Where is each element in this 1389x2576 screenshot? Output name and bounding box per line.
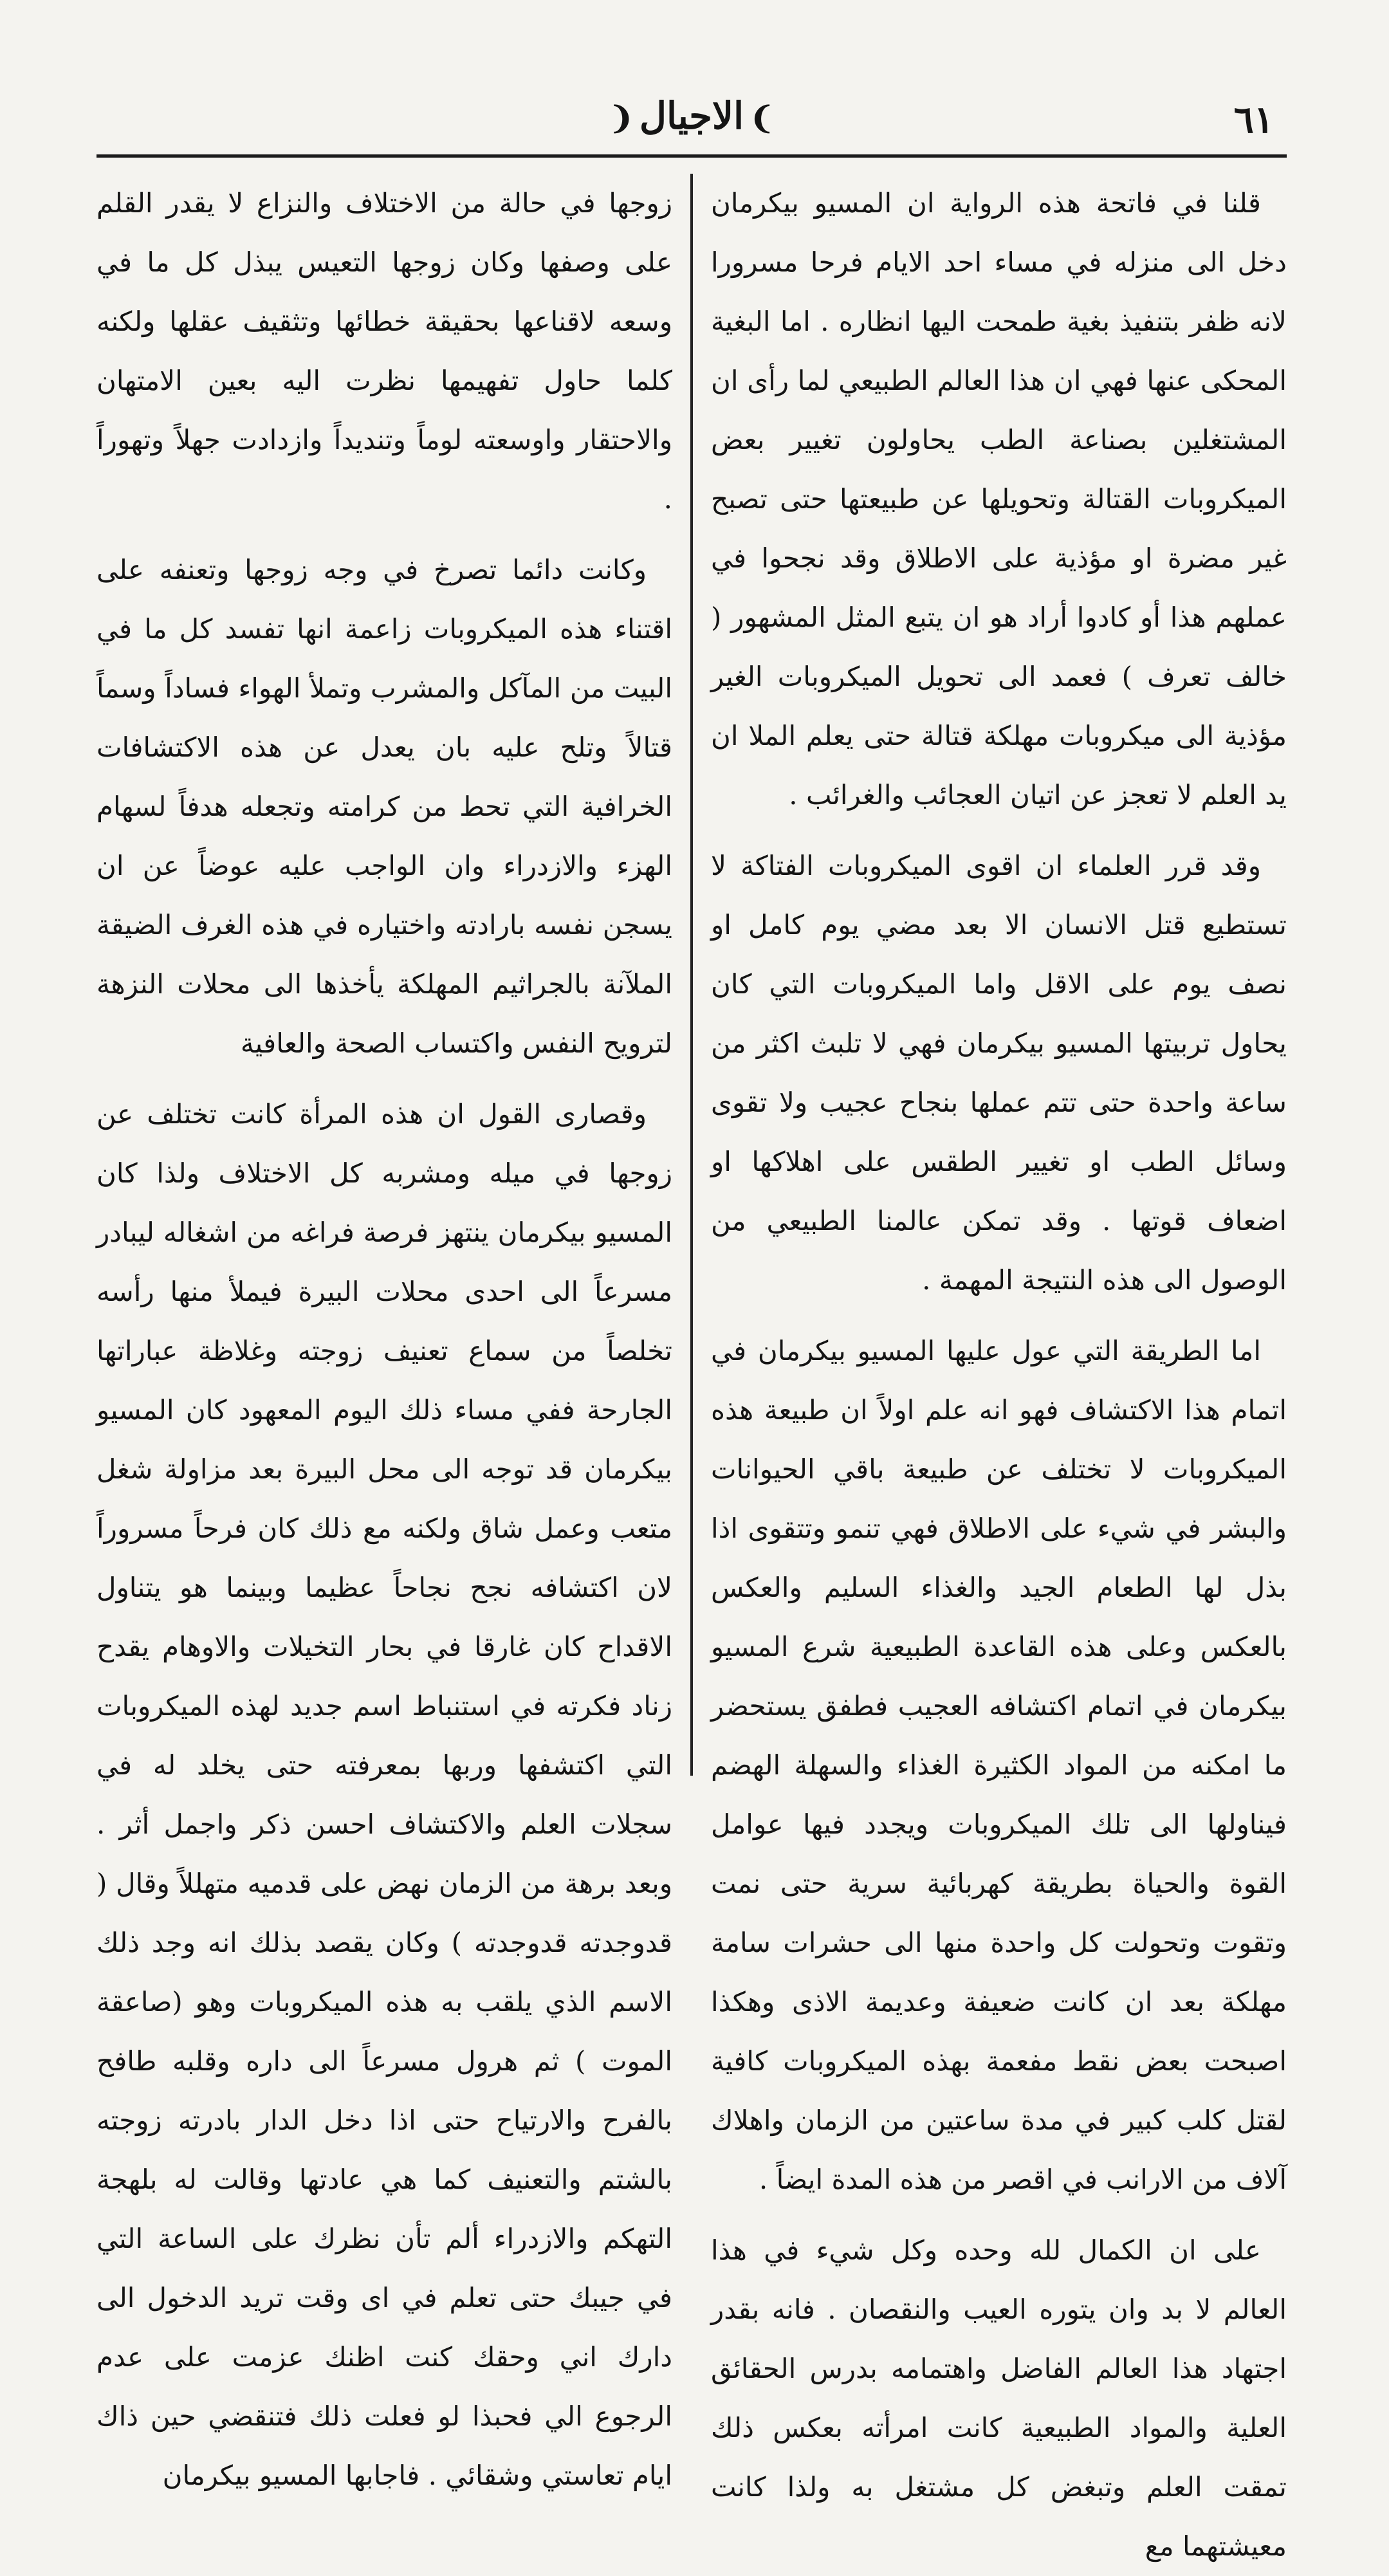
page-number: ٦١ — [1233, 98, 1274, 142]
paragraph: وقد قرر العلماء ان اقوى الميكروبات الفتاكة لا تستطيع قتل الانسان الا بعد مضي يوم كامل او نصف يوم على الاقل واما الميكروبات التي كان يحاول تربيتها المسيو بيكرمان فهي لا تلبث اكثر من ساعة واحدة حتى تتم عملها بنجاح عجيب ولا تقوى وسائل الطب او تغيير الطقس على اهلاكها او اضعاف قوتها . وقد تمكن عالمنا الطبيعي من الوصول الى هذه النتيجة المهمة . — [711, 850, 1287, 1296]
right-column — [711, 174, 1287, 2562]
page-header — [97, 84, 1287, 158]
running-title — [97, 94, 1287, 138]
paragraph: وكانت دائما تصرخ في وجه زوجها وتعنفه على اقتناء هذه الميكروبات زاعمة انها تفسد كل ما في البيت من المآكل والمشرب وتملأ الهواء فساداً وسماً قتالاً وتلح عليه بان يعدل عن هذه الاكتشافات الخرافية التي تحط من كرامته وتجعله هدفاً لسهام الهزء والازدراء وان الواجب عليه عوضاً عن ان يسجن نفسه بارادته واختياره في هذه الغرف الضيقة الملآنة بالجراثيم المهلكة يأخذها الى محلات النزهة لترويح النفس واكتساب الصحة والعافية — [97, 554, 672, 1059]
paragraph: زوجها في حالة من الاختلاف والنزاع لا يقدر القلم على وصفها وكان زوجها التعيس يبذل كل ما في وسعه لاقناعها بحقيقة خطائها وتثقيف عقلها ولكنه كلما حاول تفهيمها نظرت اليه بعين الامتهان والاحتقار واوسعته لوماً وتنديداً وازدادت جهلاً وتهوراً . — [97, 187, 672, 515]
title-ornament-left: ❨ — [608, 100, 634, 136]
column-divider — [690, 174, 693, 1776]
paragraph: اما الطريقة التي عول عليها المسيو بيكرمان في اتمام هذا الاكتشاف فهو انه علم اولاً ان طبيعة هذه الميكروبات لا تختلف عن طبيعة باقي الحيوانات والبشر في شيء على الاطلاق فهي تنمو وتتقوى اذا بذل لها الطعام الجيد والغذاء السليم والعكس بالعكس وعلى هذه القاعدة الطبيعية شرع المسيو بيكرمان في اتمام اكتشافه العجيب فطفق يستحضر ما امكنه من المواد الكثيرة الغذاء والسهلة الهضم فيناولها الى تلك الميكروبات ويجدد فيها عوامل القوة والحياة بطريقة كهربائية سرية حتى نمت وتقوت وتحولت كل واحدة منها الى حشرات سامة مهلكة بعد ان كانت ضعيفة وعديمة الاذى وهكذا اصبحت بعض نقط مفعمة بهذه الميكروبات كافية لقتل كلب كبير في مدة ساعتين من الزمان واهلاك آلاف من الارانب في اقصر من هذه المدة ايضاً . — [711, 1335, 1287, 2195]
paragraph: وقصارى القول ان هذه المرأة كانت تختلف عن زوجها في ميله ومشربه كل الاختلاف ولذا كان المسيو بيكرمان ينتهز فرصة فراغه من اشغاله ليبادر مسرعاً الى احدى محلات البيرة فيملأ منها رأسه تخلصاً من سماع تعنيف زوجته وغلاظة عباراتها الجارحة ففي مساء ذلك اليوم المعهود كان المسيو بيكرمان قد توجه الى محل البيرة بعد مزاولة شغل متعب وعمل شاق ولكنه مع ذلك كان فرحاً مسروراً لان اكتشافه نجح نجاحاً عظيما وبينما هو يتناول الاقداح كان غارقا في بحار التخيلات والاوهام يقدح زناد فكرته في استنباط اسم جديد لهذه الميكروبات التي اكتشفها وربها بمعرفته حتى يخلد له في سجلات العلم والاكتشاف احسن ذكر واجمل أثر . وبعد برهة من الزمان نهض على قدميه متهللاً وقال ( قدوجدته قدوجدته ) وكان يقصد بذلك انه وجد ذلك الاسم الذي يلقب به هذه الميكروبات وهو (صاعقة الموت ) ثم هرول مسرعاً الى داره وقلبه طافح بالفرح والارتياح حتى اذا دخل الدار بادرته زوجته بالشتم والتعنيف كما هي عادتها وقالت له بلهجة التهكم والازدراء ألم تأن نظرك على الساعة التي في جيبك حتى تعلم في اى وقت تريد الدخول الى دارك اني وحقك كنت اظنك عزمت على عدم الرجوع الي فحبذا لو فعلت ذلك فتنقضي حين ذاك ايام تعاستي وشقائي . فاجابها المسيو بيكرمان — [97, 1098, 672, 2491]
left-column — [97, 174, 672, 2491]
title-ornament-right: ❩ — [749, 100, 775, 136]
journal-title: الاجيال — [639, 94, 744, 138]
magazine-page — [97, 84, 1287, 2562]
paragraph: قلنا في فاتحة هذه الرواية ان المسيو بيكرمان دخل الى منزله في مساء احد الايام فرحا مسرورا لانه ظفر بتنفيذ بغية طمحت اليها انظاره . اما البغية المحكى عنها فهي ان هذا العالم الطبيعي لما رأى ان المشتغلين بصناعة الطب يحاولون تغيير بعض الميكروبات القتالة وتحويلها عن طبيعتها حتى تصبح غير مضرة او مؤذية على الاطلاق وقد نجحوا في عملهم هذا أو كادوا أراد هو ان يتبع المثل المشهور ( خالف تعرف ) فعمد الى تحويل الميكروبات الغير مؤذية الى ميكروبات مهلكة قتالة حتى يعلم الملا ان يد العلم لا تعجز عن اتيان العجائب والغرائب . — [711, 187, 1287, 811]
paragraph: على ان الكمال لله وحده وكل شيء في هذا العالم لا بد وان يتوره العيب والنقصان . فانه بقدر اجتهاد هذا العالم الفاضل واهتمامه بدرس الحقائق العلية والمواد الطبيعية كانت امرأته بعكس ذلك تمقت العلم وتبغض كل مشتغل به ولذا كانت معيشتهما مع — [711, 2234, 1287, 2562]
text-columns — [97, 174, 1287, 2562]
